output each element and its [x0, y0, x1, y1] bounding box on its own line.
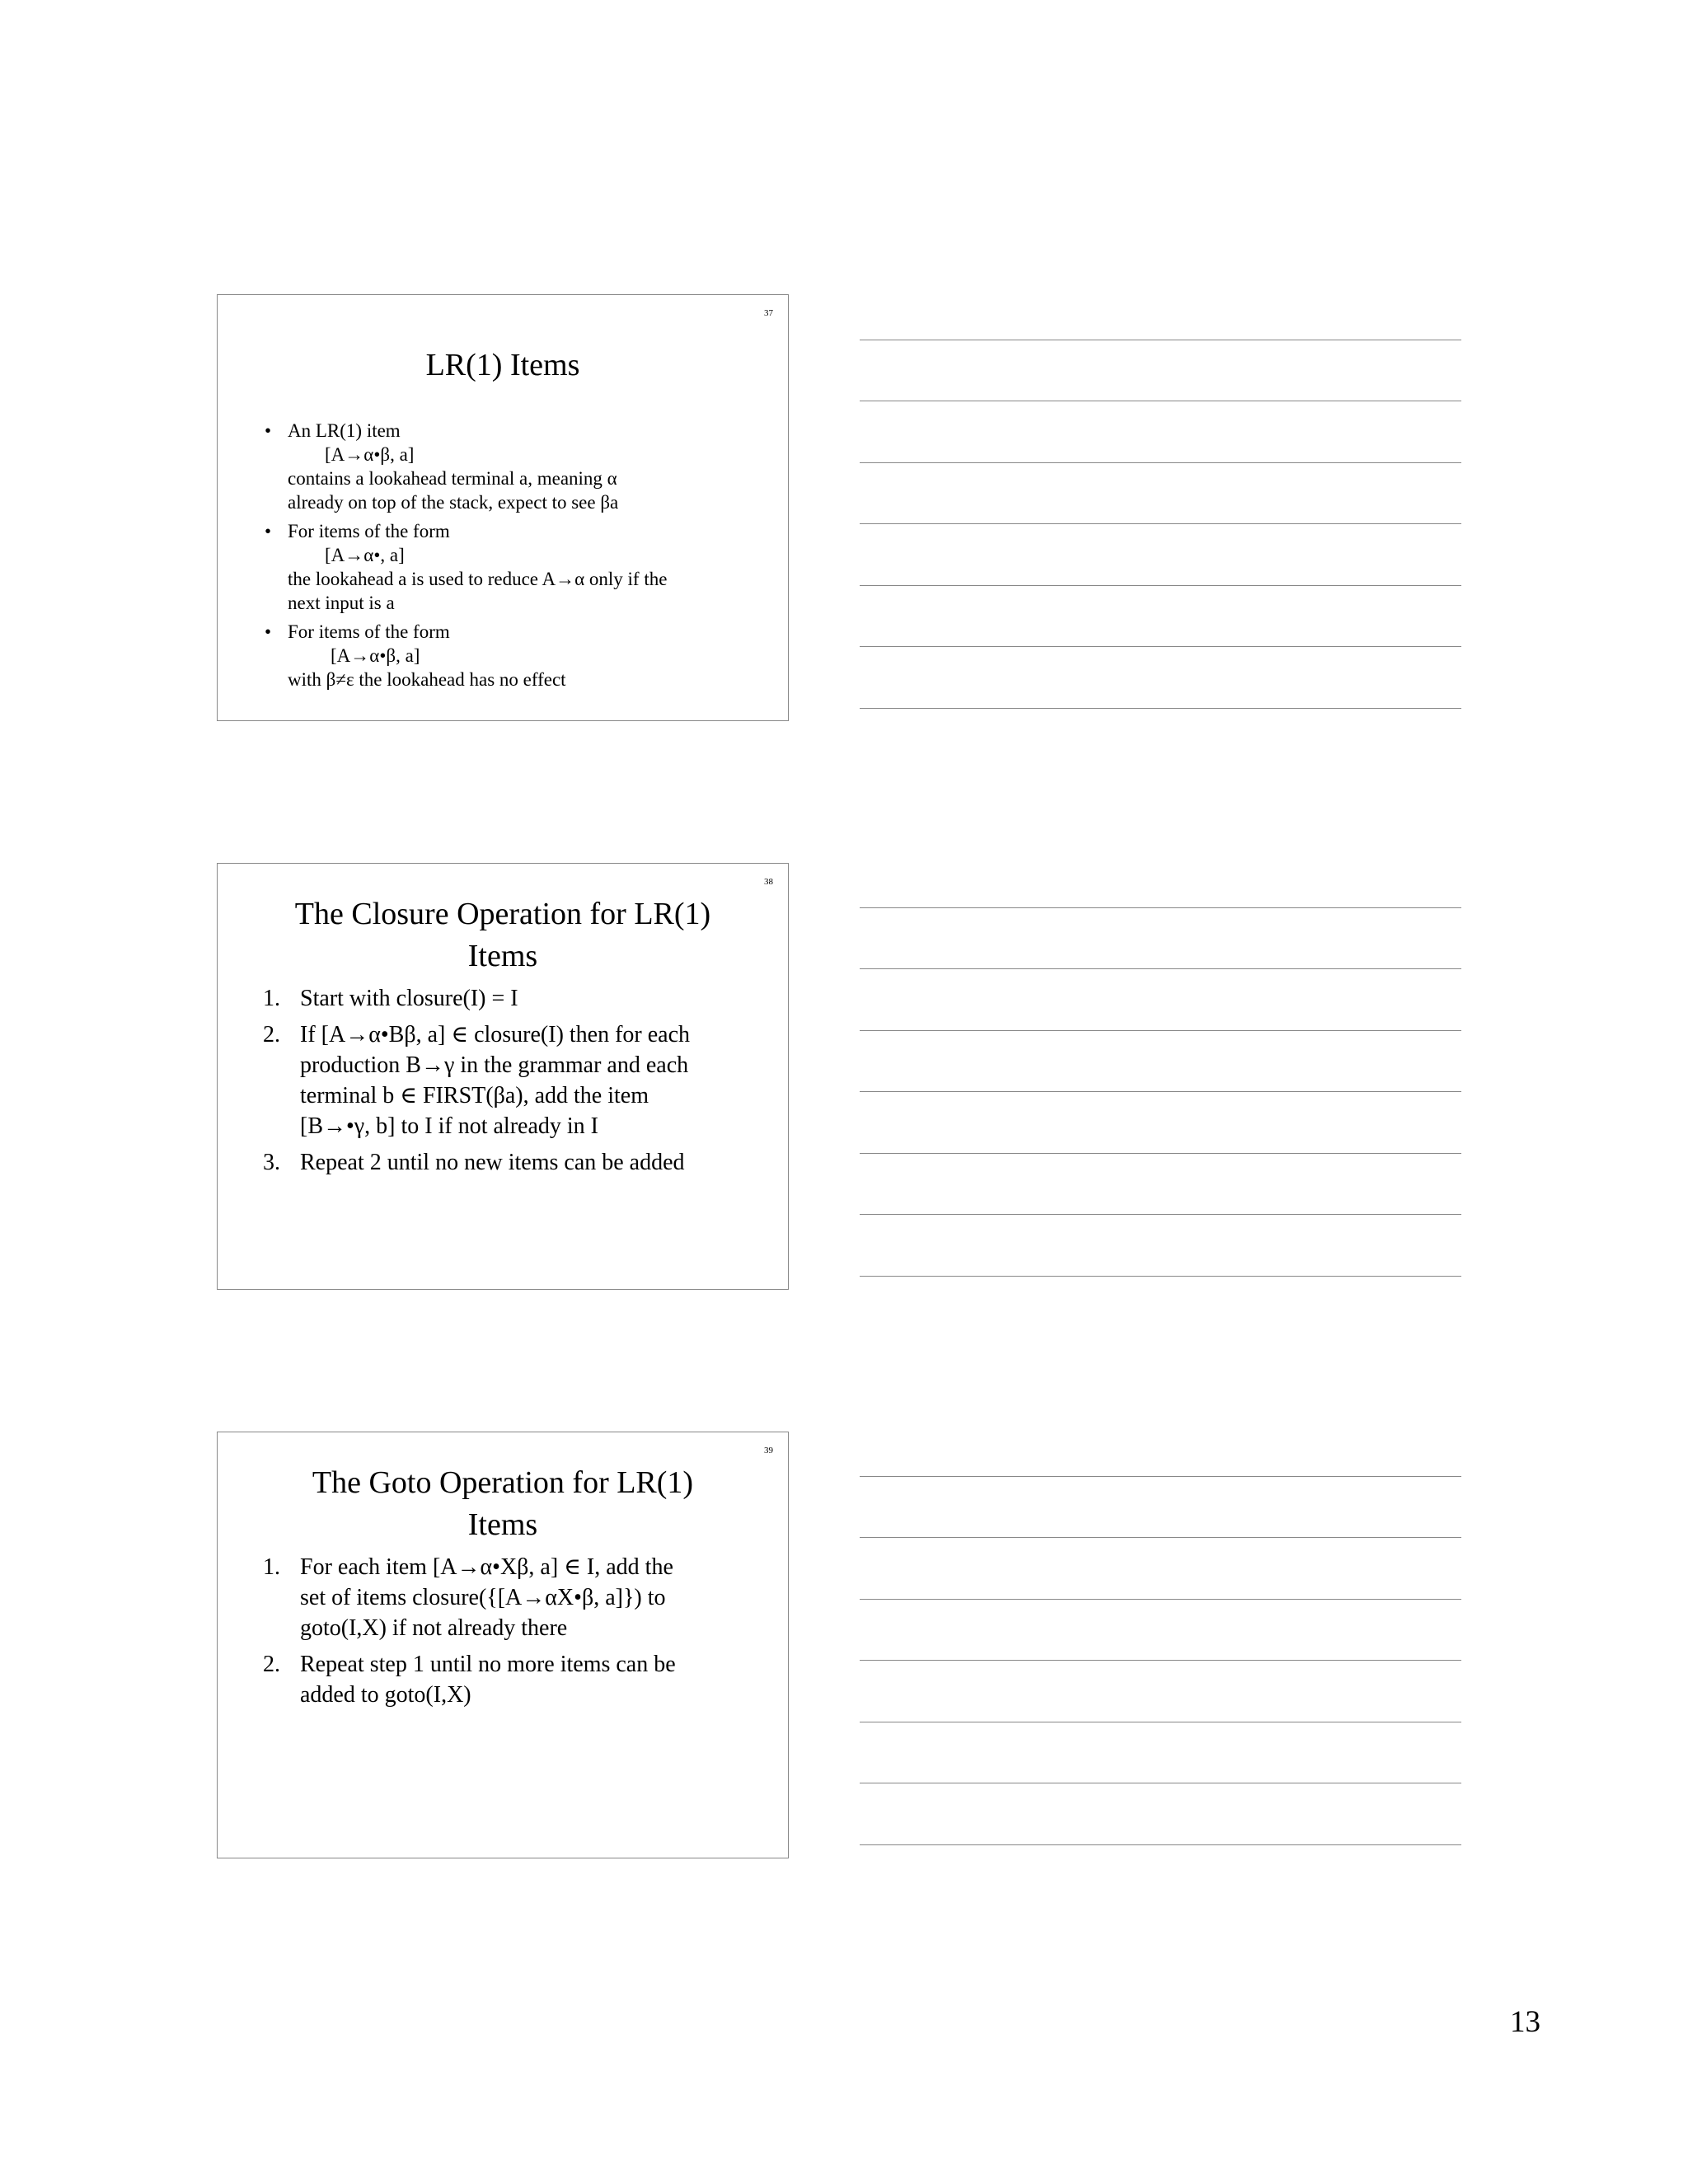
item-number: 2.: [263, 1652, 280, 1677]
notes-lines: [860, 846, 1461, 1277]
text-line: with β≠ε the lookahead has no effect: [288, 669, 566, 690]
text-line: If [A→α•Bβ, a] ∈ closure(I) then for each: [300, 1022, 691, 1047]
slide-title: [218, 893, 788, 977]
text-line: Repeat step 1 until no more items can be: [300, 1652, 676, 1677]
list-item: [263, 1019, 774, 1141]
slide-38: [217, 863, 789, 1290]
item-number: 2.: [263, 1022, 280, 1047]
slide-body: [263, 419, 766, 696]
slide-body: [263, 983, 774, 1183]
bullet-item: [263, 620, 766, 691]
item-number: 3.: [263, 1150, 280, 1175]
slide-number: 39: [764, 1446, 773, 1455]
note-line: [860, 1661, 1461, 1722]
slide-title-line: Items: [467, 939, 538, 973]
note-line: [860, 463, 1461, 525]
note-line: [860, 1154, 1461, 1216]
page-number: 13: [1510, 2005, 1540, 2039]
slide-title: [218, 1462, 788, 1546]
text-line: contains a lookahead terminal a, meaning α: [288, 468, 617, 489]
text-line: [B→•γ, b] to I if not already in I: [300, 1113, 598, 1139]
note-line: [860, 340, 1461, 402]
note-line: [860, 1600, 1461, 1661]
slide-body: [263, 1552, 774, 1716]
slide-number: 38: [764, 877, 773, 887]
slide-number: 37: [764, 308, 773, 318]
item-number: 1.: [263, 986, 280, 1011]
text-line: [A→α•β, a]: [331, 645, 420, 666]
text-line: Repeat 2 until no new items can be added: [300, 1150, 685, 1175]
note-line: [860, 647, 1461, 709]
note-line: [860, 586, 1461, 648]
note-line: [860, 1415, 1461, 1477]
text-line: set of items closure({[A→αX•β, a]}) to: [300, 1585, 666, 1610]
text-line: goto(I,X) if not already there: [300, 1615, 568, 1641]
text-line: For items of the form: [288, 521, 450, 541]
note-line: [860, 1215, 1461, 1277]
notes-lines: [860, 279, 1461, 709]
list-item: [263, 1147, 774, 1178]
note-line: [860, 846, 1461, 908]
text-line: Start with closure(I) = I: [300, 986, 518, 1011]
note-line: [860, 279, 1461, 340]
slide-37: [217, 294, 789, 721]
text-line: the lookahead a is used to reduce A→α only if the: [288, 569, 668, 589]
text-line: For items of the form: [288, 621, 450, 642]
bullet-item: [263, 519, 766, 615]
list-item: [263, 983, 774, 1014]
note-line: [860, 1092, 1461, 1154]
note-line: [860, 524, 1461, 586]
item-number: 1.: [263, 1554, 280, 1580]
note-line: [860, 1722, 1461, 1784]
slide-title-line: The Goto Operation for LR(1): [312, 1465, 694, 1500]
text-line: terminal b ∈ FIRST(βa), add the item: [300, 1083, 649, 1108]
note-line: [860, 401, 1461, 463]
bullet-icon: •: [265, 621, 272, 642]
bullet-item: [263, 419, 766, 514]
slide-title-line: Items: [467, 1507, 538, 1542]
text-line: An LR(1) item: [288, 420, 401, 441]
text-line: next input is a: [288, 593, 395, 613]
note-line: [860, 1538, 1461, 1600]
note-line: [860, 1477, 1461, 1539]
bullet-icon: •: [265, 521, 272, 541]
note-line: [860, 1031, 1461, 1093]
list-item: [263, 1649, 774, 1710]
text-line: For each item [A→α•Xβ, a] ∈ I, add the: [300, 1554, 673, 1580]
note-line: [860, 969, 1461, 1031]
notes-lines: [860, 1415, 1461, 1845]
bullet-icon: •: [265, 420, 272, 441]
slide-39: [217, 1432, 789, 1858]
slide-title: LR(1) Items: [425, 348, 580, 382]
slide-title-line: The Closure Operation for LR(1): [294, 897, 711, 931]
text-line: [A→α•, a]: [325, 545, 405, 565]
text-line: [A→α•β, a]: [325, 444, 415, 465]
text-line: added to goto(I,X): [300, 1682, 471, 1708]
note-line: [860, 908, 1461, 970]
list-item: [263, 1552, 774, 1643]
text-line: already on top of the stack, expect to see βa: [288, 492, 619, 513]
note-line: [860, 1783, 1461, 1845]
text-line: production B→γ in the grammar and each: [300, 1052, 689, 1078]
